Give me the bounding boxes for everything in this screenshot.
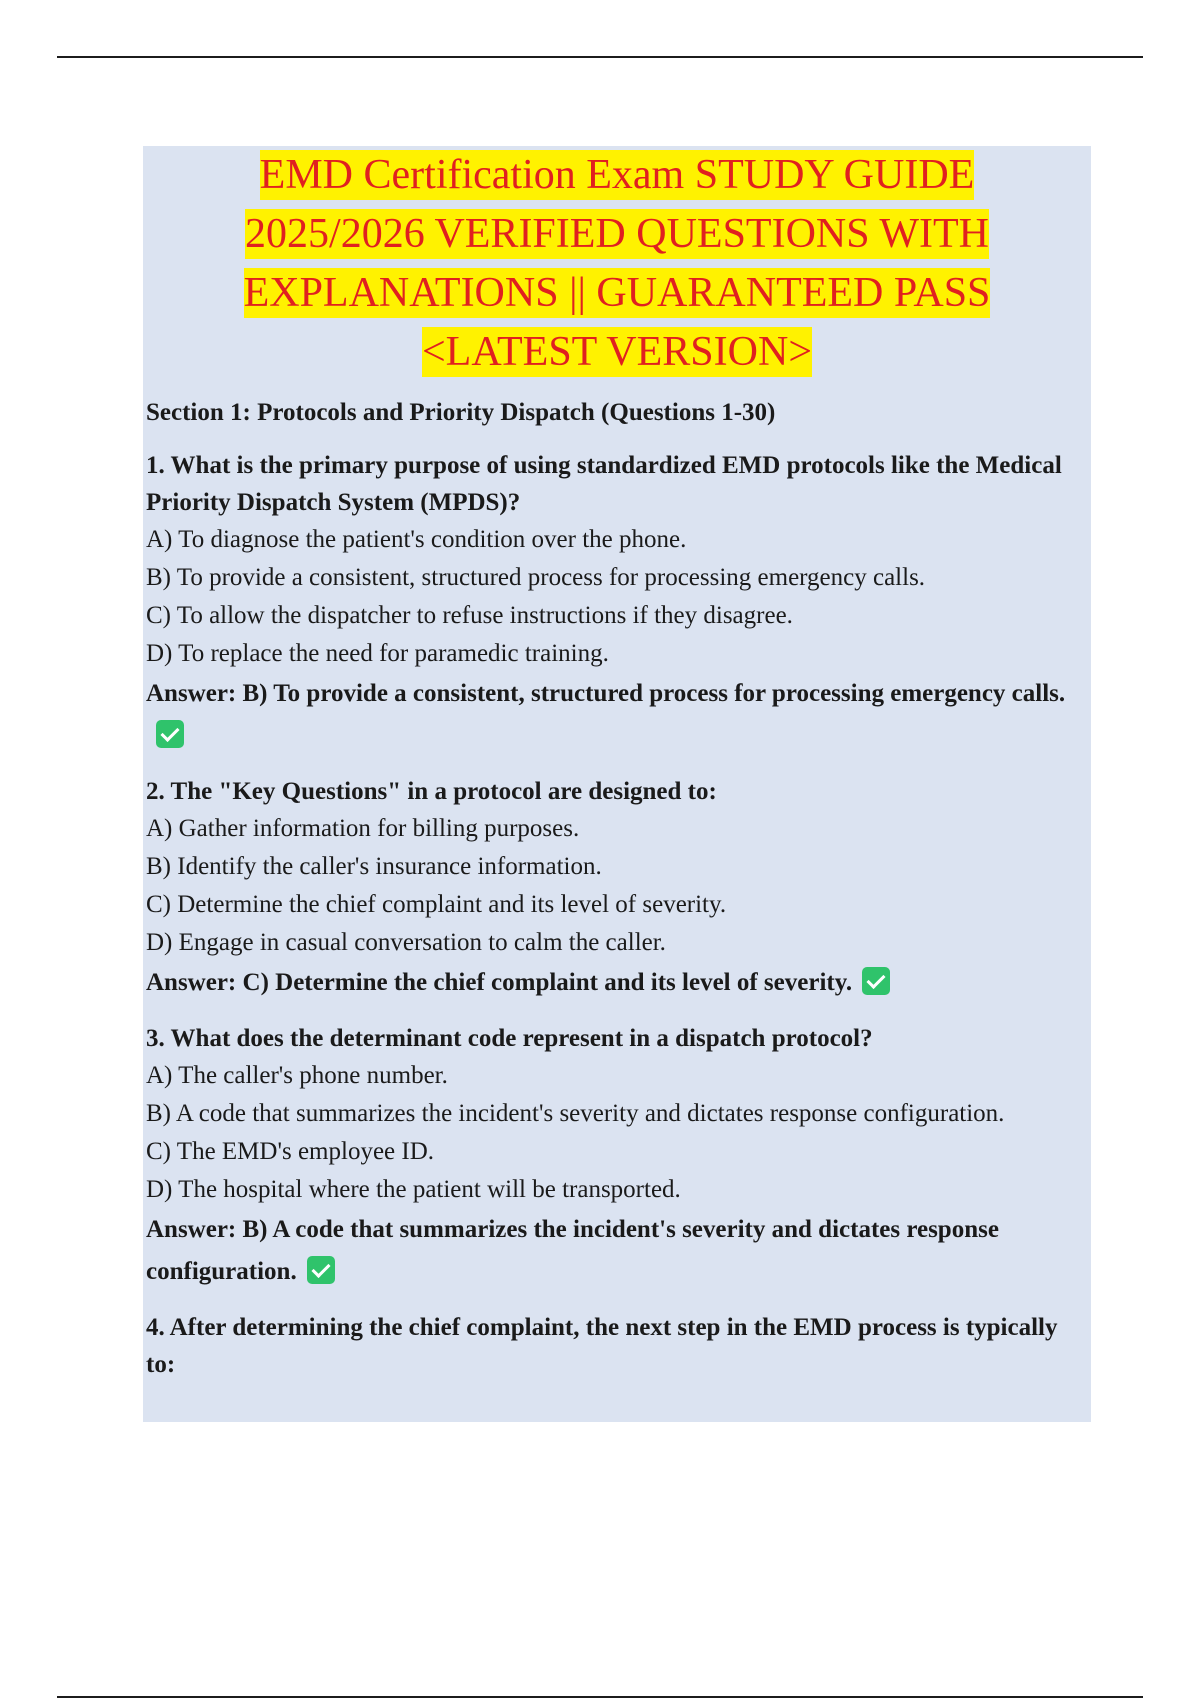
question-text: 3. What does the determinant code represent in a dispatch protocol? — [146, 1025, 873, 1052]
answer-option-d: D) Engage in casual conversation to calm the caller. — [146, 929, 666, 956]
answer-option-c: C) To allow the dispatcher to refuse instructions if they disagree. — [146, 602, 793, 629]
question-3 — [146, 1020, 1086, 1293]
correct-answer-text: Answer: B) To provide a consistent, structured process for processing emergency calls. — [146, 680, 1066, 707]
title-line-4: <LATEST VERSION> — [421, 329, 813, 375]
top-rule — [57, 56, 1143, 58]
question-4 — [146, 1309, 1086, 1383]
question-2 — [146, 773, 1086, 1004]
title-line-3: EXPLANATIONS || GUARANTEED PASS — [243, 270, 991, 316]
answer-option-d: D) To replace the need for paramedic training. — [146, 640, 609, 667]
answer-option-a: A) To diagnose the patient's condition over the phone. — [146, 526, 687, 553]
check-icon — [156, 720, 184, 748]
title-line-1: EMD Certification Exam STUDY GUIDE — [259, 152, 975, 198]
bottom-rule — [57, 1696, 1143, 1698]
check-icon — [307, 1256, 335, 1284]
question-text: 2. The "Key Questions" in a protocol are designed to: — [146, 778, 717, 805]
answer-option-a: A) Gather information for billing purposes. — [146, 815, 580, 842]
answer-option-c: C) Determine the chief complaint and its level of severity. — [146, 891, 727, 918]
check-icon — [862, 967, 890, 995]
section-heading: Section 1: Protocols and Priority Dispatch (Questions 1-30) — [146, 399, 776, 426]
correct-answer-text: Answer: B) A code that summarizes the incident's severity and dictates response configuration. — [146, 1216, 999, 1285]
correct-answer — [146, 673, 1086, 757]
correct-answer — [146, 962, 1086, 1004]
question-1 — [146, 447, 1086, 757]
answer-option-b: B) To provide a consistent, structured process for processing emergency calls. — [146, 564, 926, 591]
title-line-2: 2025/2026 VERIFIED QUESTIONS WITH — [245, 211, 989, 257]
answer-option-c: C) The EMD's employee ID. — [146, 1138, 435, 1165]
question-text: 4. After determining the chief complaint, the next step in the EMD process is typically to: — [146, 1314, 1058, 1378]
correct-answer-text: Answer: C) Determine the chief complaint and its level of severity. — [146, 969, 853, 996]
answer-option-a: A) The caller's phone number. — [146, 1062, 448, 1089]
answer-option-d: D) The hospital where the patient will be transported. — [146, 1176, 681, 1203]
correct-answer — [146, 1209, 1086, 1293]
document-title — [143, 146, 1091, 382]
answer-option-b: B) Identify the caller's insurance information. — [146, 853, 602, 880]
question-text: 1. What is the primary purpose of using standardized EMD protocols like the Medical Priority Dispatch System (MPDS)? — [146, 452, 1062, 516]
answer-option-b: B) A code that summarizes the incident's severity and dictates response configuration. — [146, 1100, 1005, 1127]
study-guide-content — [146, 395, 1086, 1399]
